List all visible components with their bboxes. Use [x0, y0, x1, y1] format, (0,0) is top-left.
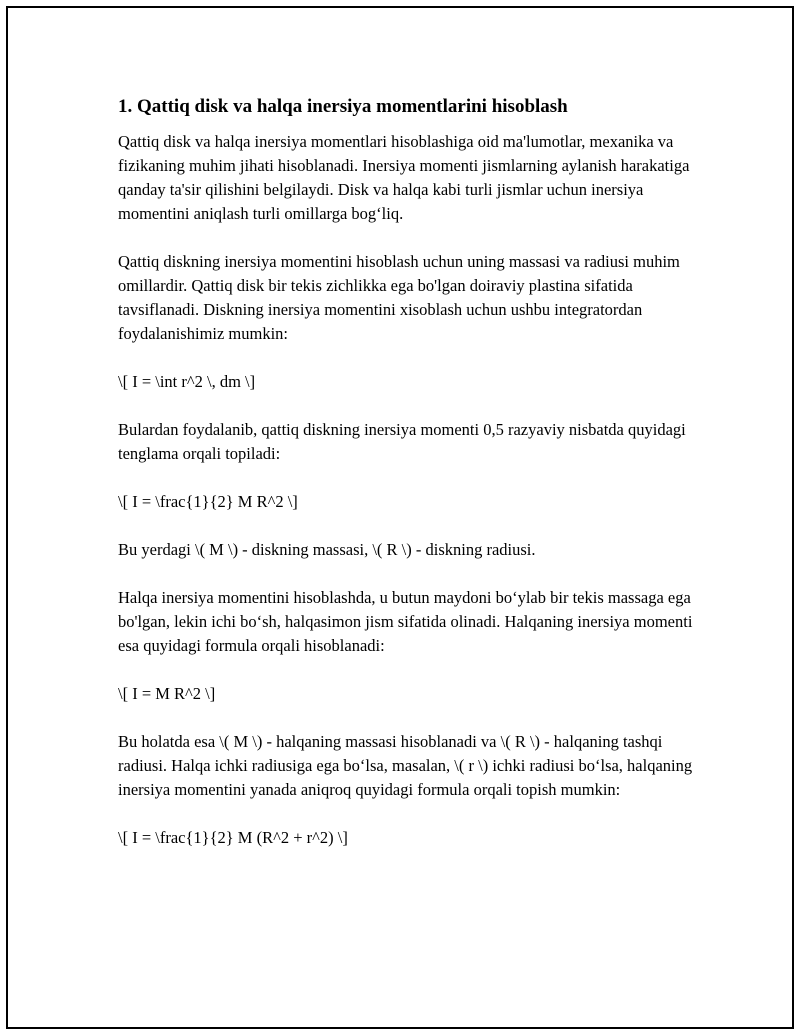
paragraph-ring: Halqa inersiya momentini hisoblashda, u butun maydoni bo‘ylab bir tekis massaga ega bo'lgan, lekin ichi bo‘sh, halqasimon jism sifatida olinadi. Halqaning inersiya momenti esa quyidagi formula orqali hisoblanadi: [118, 588, 693, 655]
paragraph-disk-result: Bulardan foydalanib, qattiq diskning inersiya momenti 0,5 razyaviy nisbatda quyidagi tenglama orqali topiladi: [118, 420, 686, 463]
formula-disk: \[ I = \frac{1}{2} M R^2 \] [118, 492, 298, 511]
paragraph-intro: Qattiq disk va halqa inersiya momentlari hisoblashiga oid ma'lumotlar, mexanika va fizikaning muhim jihati hisoblanadi. Inersiya momenti jismlarning aylanish harakatiga qanday ta'sir qilishini belgilaydi. Disk va halqa kabi turli jismlar uchun inersiya momentini aniqlash turli omillarga bog‘liq. [118, 132, 690, 223]
formula-ring-inner: \[ I = \frac{1}{2} M (R^2 + r^2) \] [118, 828, 348, 847]
formula-integral: \[ I = \int r^2 \, dm \] [118, 372, 256, 391]
formula-ring: \[ I = M R^2 \] [118, 684, 216, 703]
document-body [118, 94, 698, 874]
paragraph-ring-variables: Bu holatda esa \( M \) - halqaning massasi hisoblanadi va \( R \) - halqaning tashqi radiusi. Halqa ichki radiusiga ega bo‘lsa, masalan, \( r \) ichki radiusi bo‘lsa, halqaning inersiya momentini yanada aniqroq quyidagi formula orqali topish mumkin: [118, 732, 693, 799]
section-heading: 1. Qattiq disk va halqa inersiya momentlarini hisoblash [118, 96, 568, 117]
paragraph-disk: Qattiq diskning inersiya momentini hisoblash uchun uning massasi va radiusi muhim omillardir. Qattiq disk bir tekis zichlikka ega bo'lgan doiraviy plastina sifatida tavsiflanadi. Diskning inersiya momentini xisoblash uchun ushbu integratordan foydalanishimiz mumkin: [118, 252, 680, 343]
paragraph-disk-variables: Bu yerdagi \( M \) - diskning massasi, \( R \) - diskning radiusi. [118, 540, 536, 559]
